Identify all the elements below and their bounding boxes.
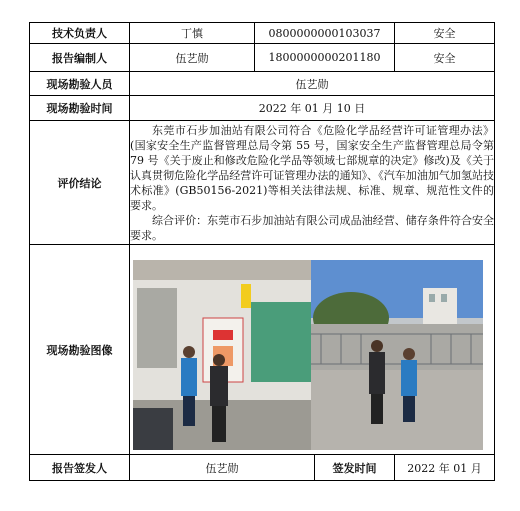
- row-conclusion: [30, 121, 495, 245]
- row-signoff: [30, 455, 495, 481]
- conclusion-label: 评价结论: [30, 121, 130, 245]
- conclusion-paragraph-1: 东莞市石步加油站有限公司符合《危险化学品经营许可证管理办法》(国家安全生产监督管理总局令第 55 号，国家安全生产监督管理总局令第 79 号《关于废止和修改危险化学品等领域七部规章的决定》修改)及《关于认真贯彻危险化学品经营许可证管理办法的通知》、《汽车加油加气加氢站技术标准》(GB50156-2021)等相关法律法规、标准、规章、规范性文件的要求。: [130, 123, 495, 212]
- report-author-cert: 1800000000201180: [255, 44, 395, 72]
- inspectors-label: 现场勘验人员: [30, 72, 130, 96]
- signoff-name: 伍艺勋: [130, 455, 315, 481]
- signoff-label: 报告签发人: [30, 455, 130, 481]
- inspect-time-label: 现场勘验时间: [30, 96, 130, 121]
- row-images: [30, 245, 495, 455]
- report-table: [29, 22, 495, 481]
- report-author-name: 伍艺勋: [130, 44, 255, 72]
- report-author-role: 安全: [395, 44, 495, 72]
- row-inspectors: [30, 72, 495, 96]
- conclusion-paragraph-2: 综合评价：东莞市石步加油站有限公司成品油经营、储存条件符合安全要求。: [130, 213, 495, 242]
- tech-lead-cert: 0800000000103037: [255, 23, 395, 44]
- row-inspect-time: [30, 96, 495, 121]
- tech-lead-role: 安全: [395, 23, 495, 44]
- conclusion-text: [130, 121, 495, 245]
- images-label: 现场勘验图像: [30, 245, 130, 455]
- row-tech-lead: [30, 23, 495, 44]
- tech-lead-name: 丁慎: [130, 23, 255, 44]
- signoff-time-value: 2022 年 01 月: [395, 455, 495, 481]
- inspectors-value: 伍艺勋: [130, 72, 495, 96]
- images-cell: [130, 245, 495, 455]
- report-author-label: 报告编制人: [30, 44, 130, 72]
- signoff-time-label: 签发时间: [315, 455, 395, 481]
- inspect-time-value: 2022 年 01 月 10 日: [130, 96, 495, 121]
- site-photo-gate: [311, 260, 483, 450]
- row-report-author: [30, 44, 495, 72]
- tech-lead-label: 技术负责人: [30, 23, 130, 44]
- site-photo-building: [133, 260, 311, 450]
